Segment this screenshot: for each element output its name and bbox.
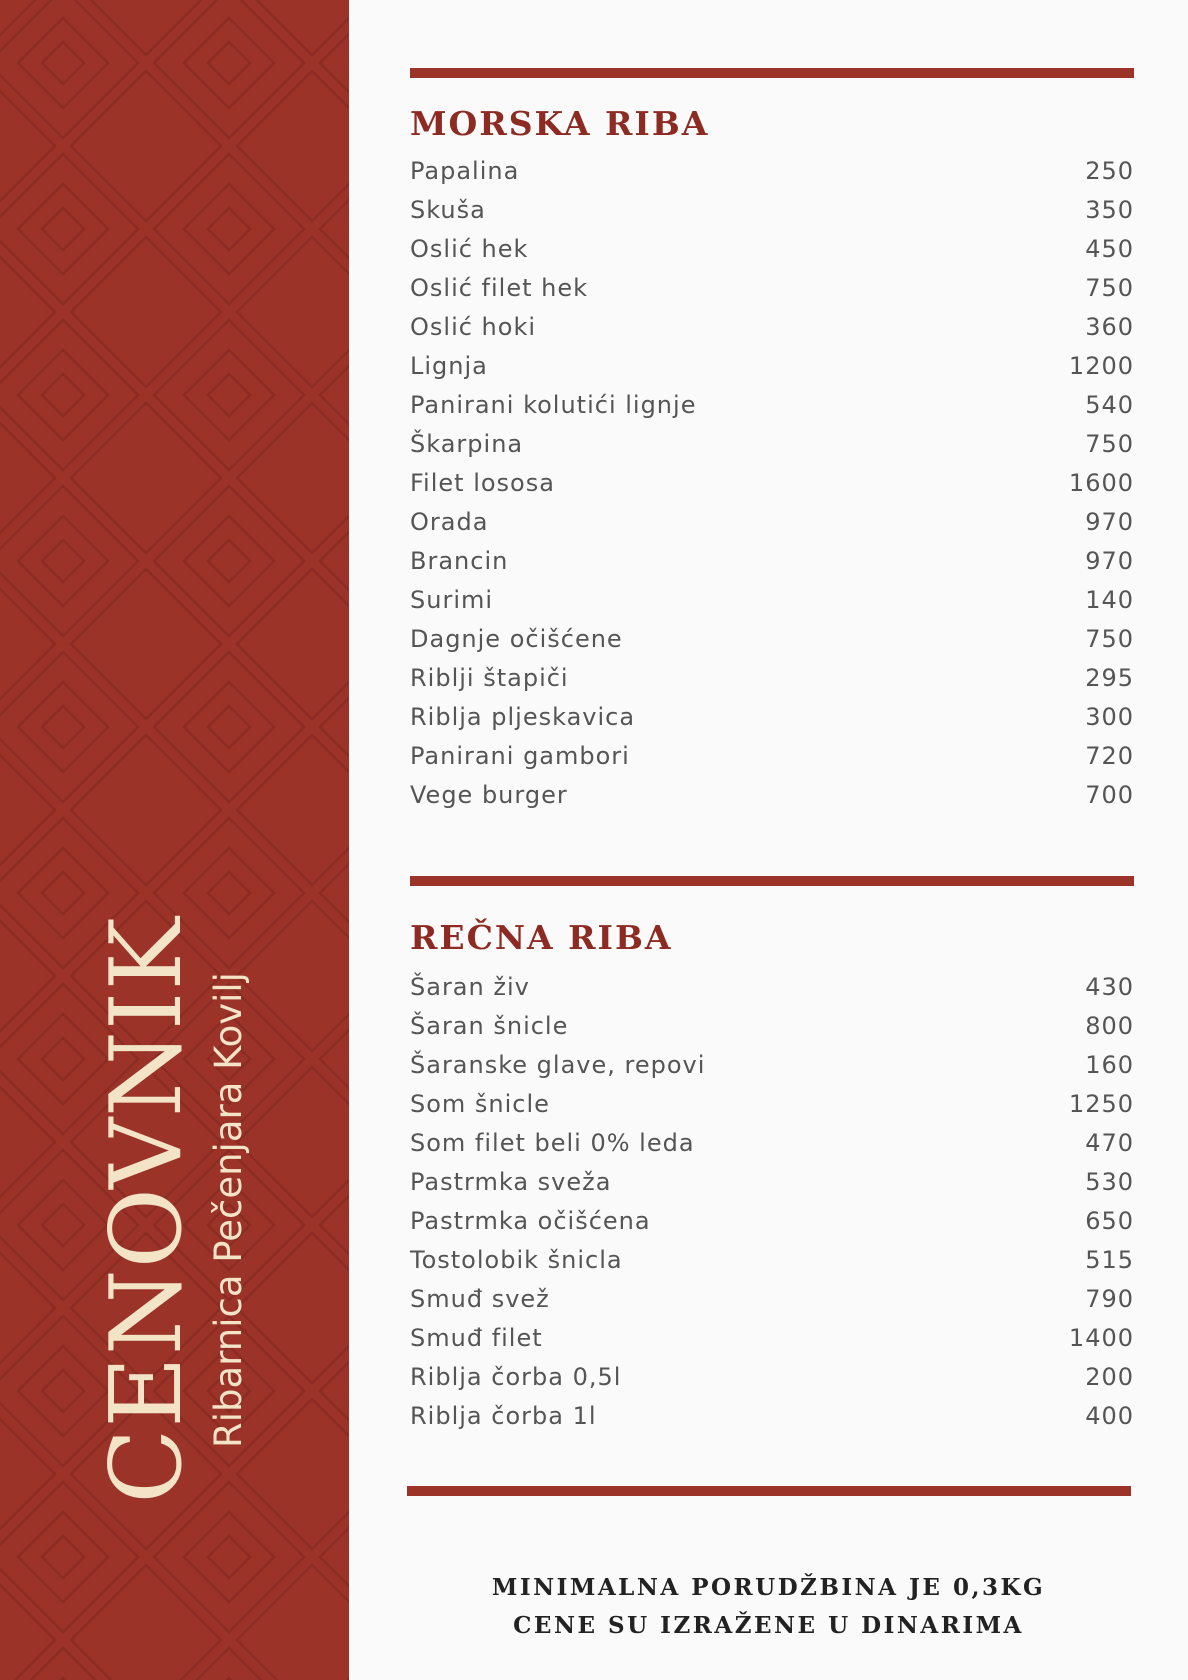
item-price: 450 xyxy=(1085,235,1134,263)
list-item xyxy=(410,698,1134,737)
list-item xyxy=(410,1202,1134,1241)
list-item xyxy=(410,620,1134,659)
list-item xyxy=(410,1319,1134,1358)
item-name: Panirani gambori xyxy=(410,742,630,770)
page-subtitle: Ribarnica Pečenjara Kovilj xyxy=(207,972,250,1448)
section-title-recna-riba: REČNA RIBA xyxy=(410,918,673,957)
item-price: 1200 xyxy=(1068,352,1134,380)
item-name: Lignja xyxy=(410,352,488,380)
list-item xyxy=(410,230,1134,269)
list-item xyxy=(410,152,1134,191)
sidebar-panel xyxy=(0,0,349,1680)
divider-middle xyxy=(410,876,1134,886)
item-price: 200 xyxy=(1085,1363,1134,1391)
list-item xyxy=(410,347,1134,386)
list-item xyxy=(410,386,1134,425)
list-item xyxy=(410,581,1134,620)
item-name: Vege burger xyxy=(410,781,568,809)
item-name: Panirani kolutići lignje xyxy=(410,391,697,419)
item-name: Skuša xyxy=(410,196,486,224)
item-price: 720 xyxy=(1085,742,1134,770)
item-price: 750 xyxy=(1085,274,1134,302)
list-item xyxy=(410,659,1134,698)
item-price: 295 xyxy=(1085,664,1134,692)
item-price: 1400 xyxy=(1068,1324,1134,1352)
list-item xyxy=(410,464,1134,503)
item-price: 800 xyxy=(1085,1012,1134,1040)
item-name: Riblji štapiči xyxy=(410,664,569,692)
item-name: Oslić hek xyxy=(410,235,529,263)
list-item xyxy=(410,968,1134,1007)
list-item xyxy=(410,1007,1134,1046)
item-price: 360 xyxy=(1085,313,1134,341)
list-item xyxy=(410,503,1134,542)
item-name: Orada xyxy=(410,508,489,536)
item-name: Riblja čorba 0,5l xyxy=(410,1363,622,1391)
list-item xyxy=(410,542,1134,581)
item-name: Tostolobik šnicla xyxy=(410,1246,623,1274)
footer-note-currency: CENE SU IZRAŽENE U DINARIMA xyxy=(513,1612,1024,1639)
page-title: CENOVNIK xyxy=(90,916,204,1504)
item-name: Šaran šnicle xyxy=(410,1012,569,1040)
item-name: Surimi xyxy=(410,586,494,614)
item-price: 970 xyxy=(1085,508,1134,536)
list-item xyxy=(410,269,1134,308)
item-price: 430 xyxy=(1085,973,1134,1001)
section-title-morska-riba: MORSKA RIBA xyxy=(410,104,710,143)
item-price: 700 xyxy=(1085,781,1134,809)
item-name: Šaranske glave, repovi xyxy=(410,1051,706,1079)
list-item xyxy=(410,737,1134,776)
item-price: 970 xyxy=(1085,547,1134,575)
list-item xyxy=(410,308,1134,347)
list-item xyxy=(410,1241,1134,1280)
vertical-title-block xyxy=(90,916,253,1504)
item-name: Oslić hoki xyxy=(410,313,537,341)
item-price: 160 xyxy=(1085,1051,1134,1079)
item-price: 750 xyxy=(1085,430,1134,458)
list-item xyxy=(410,1358,1134,1397)
divider-bottom xyxy=(407,1486,1131,1496)
divider-top xyxy=(410,68,1134,78)
list-item xyxy=(410,1124,1134,1163)
list-item xyxy=(410,1163,1134,1202)
item-price: 250 xyxy=(1085,157,1134,185)
item-name: Som filet beli 0% leda xyxy=(410,1129,695,1157)
item-price: 750 xyxy=(1085,625,1134,653)
item-price: 350 xyxy=(1085,196,1134,224)
item-price: 540 xyxy=(1085,391,1134,419)
list-item xyxy=(410,425,1134,464)
item-name: Šaran živ xyxy=(410,973,530,1001)
item-name: Dagnje očišćene xyxy=(410,625,623,653)
item-name: Riblja pljeskavica xyxy=(410,703,636,731)
footer-note-min-order: MINIMALNA PORUDŽBINA JE 0,3KG xyxy=(491,1574,1046,1601)
item-name: Smuđ svež xyxy=(410,1285,550,1313)
item-price: 515 xyxy=(1085,1246,1134,1274)
item-name: Filet lososa xyxy=(410,469,555,497)
price-list-morska-riba xyxy=(410,152,1134,815)
item-price: 300 xyxy=(1085,703,1134,731)
item-name: Smuđ filet xyxy=(410,1324,543,1352)
item-name: Oslić filet hek xyxy=(410,274,589,302)
item-price: 1250 xyxy=(1068,1090,1134,1118)
list-item xyxy=(410,1046,1134,1085)
item-price: 790 xyxy=(1085,1285,1134,1313)
item-price: 140 xyxy=(1085,586,1134,614)
item-name: Brancin xyxy=(410,547,509,575)
list-item xyxy=(410,1085,1134,1124)
list-item xyxy=(410,1280,1134,1319)
item-price: 400 xyxy=(1085,1402,1134,1430)
price-list-recna-riba xyxy=(410,968,1134,1436)
item-name: Pastrmka očišćena xyxy=(410,1207,651,1235)
list-item xyxy=(410,1397,1134,1436)
item-price: 530 xyxy=(1085,1168,1134,1196)
item-price: 1600 xyxy=(1068,469,1134,497)
item-price: 470 xyxy=(1085,1129,1134,1157)
item-price: 650 xyxy=(1085,1207,1134,1235)
item-name: Škarpina xyxy=(410,430,524,458)
item-name: Riblja čorba 1l xyxy=(410,1402,597,1430)
item-name: Papalina xyxy=(410,157,520,185)
item-name: Som šnicle xyxy=(410,1090,550,1118)
item-name: Pastrmka sveža xyxy=(410,1168,612,1196)
list-item xyxy=(410,776,1134,815)
list-item xyxy=(410,191,1134,230)
